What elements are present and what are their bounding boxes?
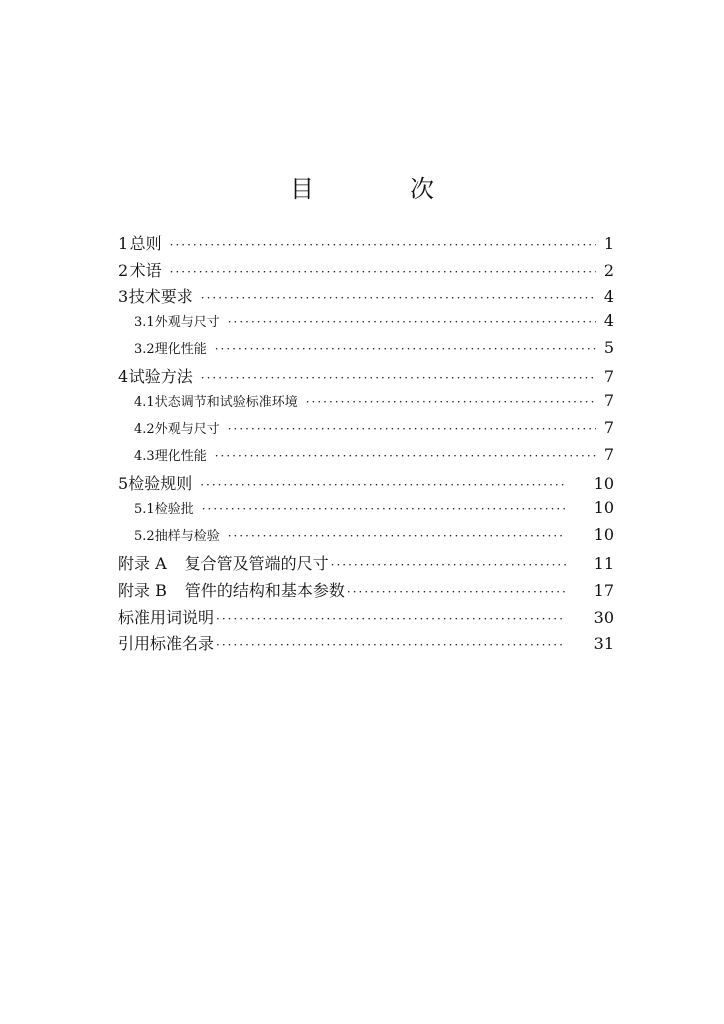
toc-entry-number: 3.1 [134,315,155,331]
toc-entry [118,231,614,258]
toc-entry-page: 2 [603,260,614,280]
toc-entry-title: 引用标准名录 [118,634,215,654]
toc-subentry [118,311,614,338]
toc-entry-number: 4.3 [134,448,155,464]
toc-leader-dots [215,342,596,356]
toc-leader-dots [201,291,596,305]
toc-entry-title: 试验方法 [128,367,193,387]
toc-entry-page: 7 [603,391,614,411]
toc-leader-dots [170,265,596,279]
toc-appendix-entry [118,551,614,578]
toc-entry-number: 2 [118,260,129,280]
toc-entry-title: 复合管及管端的尺寸 [184,554,329,574]
toc-entry-number: 附录 B [118,580,167,600]
toc-entry-number: 3 [118,287,129,307]
toc-entry-title: 外观与尺寸 [154,315,220,331]
toc-entry-page: 10 [593,524,614,544]
toc-entry-number: 5 [118,474,129,494]
toc-entry-page: 17 [593,580,614,600]
toc-entry-number: 附录 A [118,554,167,574]
toc-entry-title: 管件的结构和基本参数 [184,580,345,600]
toc-entry-number: 1 [118,234,129,253]
toc-leader-dots [228,315,596,329]
page-title: 目 次 [290,175,470,203]
toc-leader-dots [331,558,566,572]
toc-entry-page: 30 [593,607,614,627]
toc-leader-dots [306,395,596,409]
toc-leader-dots [216,638,566,652]
toc-entry-title: 状态调节和试验标准环境 [154,395,298,411]
toc-entry-page: 7 [603,417,614,437]
toc-subentry [118,445,614,472]
toc-leader-dots [202,502,566,516]
toc-leader-dots [228,422,596,436]
toc-entry-title: 检验批 [154,501,194,517]
toc-entry-page: 11 [593,554,614,574]
toc-leader-dots [215,449,596,463]
toc-entry-title: 总则 [129,234,162,253]
toc-entry-page: 4 [603,311,614,331]
toc-leader-dots [216,612,566,626]
toc-entry-title: 理化性能 [154,341,207,357]
toc-entry-number: 4.2 [134,421,155,437]
toc-appendix-entry [118,578,614,605]
toc-leader-dots [170,238,596,252]
toc-entry-page: 4 [603,287,614,307]
toc-entry [118,258,614,285]
toc-entry [118,284,614,311]
toc-entry-number: 4.1 [134,395,155,411]
toc-entry-page: 7 [603,444,614,464]
table-of-contents [118,231,614,658]
toc-entry-title: 术语 [129,260,162,280]
toc-entry-page: 5 [603,337,614,357]
toc-entry-title: 外观与尺寸 [154,421,220,437]
toc-entry [118,605,614,632]
toc-subentry [118,391,614,418]
toc-leader-dots [200,478,566,492]
toc-entry-title: 检验规则 [128,474,193,494]
toc-subentry [118,498,614,525]
toc-entry [118,471,614,498]
toc-entry-title: 标准用词说明 [118,607,215,627]
toc-entry-page: 10 [593,474,614,494]
toc-entry-number: 3.2 [134,341,155,357]
toc-leader-dots [347,585,566,599]
toc-entry [118,631,614,658]
toc-entry [118,364,614,391]
toc-entry-number: 5.2 [134,528,155,544]
toc-leader-dots [228,529,566,543]
toc-entry-page: 1 [603,234,614,253]
toc-entry-title: 抽样与检验 [154,528,220,544]
toc-subentry [118,338,614,365]
toc-leader-dots [201,371,596,385]
toc-entry-title: 理化性能 [154,448,207,464]
toc-entry-title: 技术要求 [128,287,193,307]
toc-entry-page: 31 [593,634,614,654]
toc-entry-page: 7 [603,367,614,387]
toc-entry-number: 4 [118,367,129,387]
toc-entry-page: 10 [593,497,614,517]
toc-subentry [118,418,614,445]
toc-subentry [118,525,614,552]
toc-entry-number: 5.1 [134,501,155,517]
